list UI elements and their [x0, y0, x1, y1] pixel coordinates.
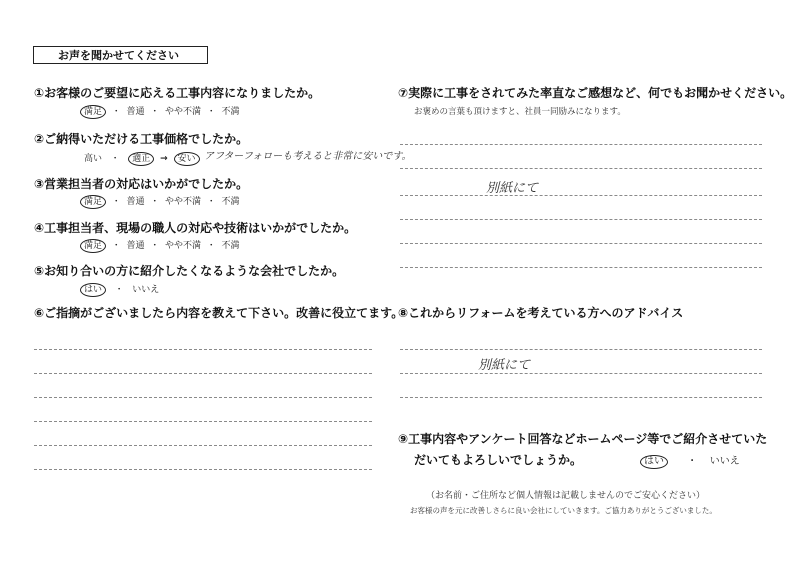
question-9-line-1: ⑨工事内容やアンケート回答などホームページ等でご紹介させていた [398, 432, 768, 446]
q7-answer-line-4[interactable] [400, 219, 762, 220]
q2-option-expensive[interactable]: 高い [84, 154, 103, 164]
q3-option-satisfied[interactable]: 満足 [80, 195, 106, 209]
question-9-line-2: だいてもよろしいでしょうか。 [414, 453, 583, 467]
q9-option-yes[interactable]: はい [640, 455, 668, 469]
q2-handwritten-comment: アフターフォローも考えると非常に安いです。 [204, 151, 412, 162]
q5-option-yes[interactable]: はい [80, 283, 106, 297]
q8-answer-line-2[interactable] [400, 373, 762, 374]
question-2-options: 高い ・ 適正 → 安い [84, 151, 200, 166]
question-5: ⑤お知り合いの方に紹介したくなるような会社でしたか。 [34, 264, 345, 278]
question-4: ④工事担当者、現場の職人の対応や技術はいかがでしたか。 [34, 221, 357, 235]
q7-answer-line-1[interactable] [400, 144, 762, 145]
question-5-options: はい ・ いいえ [80, 282, 159, 297]
q7-handwritten-answer: 別紙にて [486, 181, 539, 196]
q8-answer-line-1[interactable] [400, 349, 762, 350]
q7-answer-line-3[interactable] [400, 195, 762, 196]
q1-option-unsatisfied[interactable]: 不満 [221, 107, 240, 117]
question-2: ②ご納得いただける工事価格でしたか。 [34, 132, 249, 146]
q5-option-no[interactable]: いいえ [132, 285, 160, 295]
q7-answer-line-2[interactable] [400, 168, 762, 169]
survey-header: お声を聞かせてください [33, 46, 208, 64]
q4-option-somewhat-unsatisfied[interactable]: やや不満 [165, 241, 202, 251]
question-3-options: 満足 ・ 普通 ・ やや不満 ・ 不満 [80, 194, 240, 209]
q9-option-no[interactable]: いいえ [709, 456, 740, 467]
thanks-note: お客様の声を元に改善しさらに良い会社にしていきます。ご協力ありがとうございました。 [410, 506, 717, 515]
q7-answer-line-6[interactable] [400, 267, 762, 268]
question-1-options: 満足 ・ 普通 ・ やや不満 ・ 不満 [80, 104, 240, 119]
q6-answer-line-3[interactable] [34, 397, 372, 398]
q7-note: お褒めの言葉も頂けますと、社員一同励みになります。 [414, 107, 626, 117]
q4-option-normal[interactable]: 普通 [126, 241, 145, 251]
q3-option-unsatisfied[interactable]: 不満 [221, 197, 240, 207]
q8-answer-line-3[interactable] [400, 397, 762, 398]
q2-option-cheap[interactable]: 安い [174, 152, 200, 166]
question-6: ⑥ご指摘がございましたら内容を教えて下さい。改善に役立てます。 [34, 306, 404, 320]
q3-option-somewhat-unsatisfied[interactable]: やや不満 [165, 197, 202, 207]
question-9-options: はい ・ いいえ [640, 452, 740, 469]
q2-option-fair[interactable]: 適正 [128, 152, 154, 166]
q4-option-satisfied[interactable]: 満足 [80, 239, 106, 253]
q1-option-satisfied[interactable]: 満足 [80, 105, 106, 119]
q2-arrow: → [160, 154, 168, 164]
privacy-note: （お名前・ご住所など個人情報は記載しませんのでご安心ください） [426, 491, 706, 501]
q6-answer-line-2[interactable] [34, 373, 372, 374]
question-4-options: 満足 ・ 普通 ・ やや不満 ・ 不満 [80, 238, 240, 253]
q3-option-normal[interactable]: 普通 [126, 197, 145, 207]
q6-answer-line-1[interactable] [34, 349, 372, 350]
q8-handwritten-answer: 別紙にて [478, 358, 531, 373]
q1-option-somewhat-unsatisfied[interactable]: やや不満 [165, 107, 202, 117]
q1-option-normal[interactable]: 普通 [126, 107, 145, 117]
q6-answer-line-5[interactable] [34, 445, 372, 446]
q4-option-unsatisfied[interactable]: 不満 [221, 241, 240, 251]
question-8: ⑧これからリフォームを考えている方へのアドバイス [398, 306, 684, 320]
q7-answer-line-5[interactable] [400, 243, 762, 244]
q6-answer-line-4[interactable] [34, 421, 372, 422]
q6-answer-line-6[interactable] [34, 469, 372, 470]
question-1: ①お客様のご要望に応える工事内容になりましたか。 [34, 86, 321, 100]
question-3: ③営業担当者の対応はいかがでしたか。 [34, 177, 249, 191]
question-7: ⑦実際に工事をされてみた率直なご感想など、何でもお聞かせください。 [398, 86, 793, 100]
